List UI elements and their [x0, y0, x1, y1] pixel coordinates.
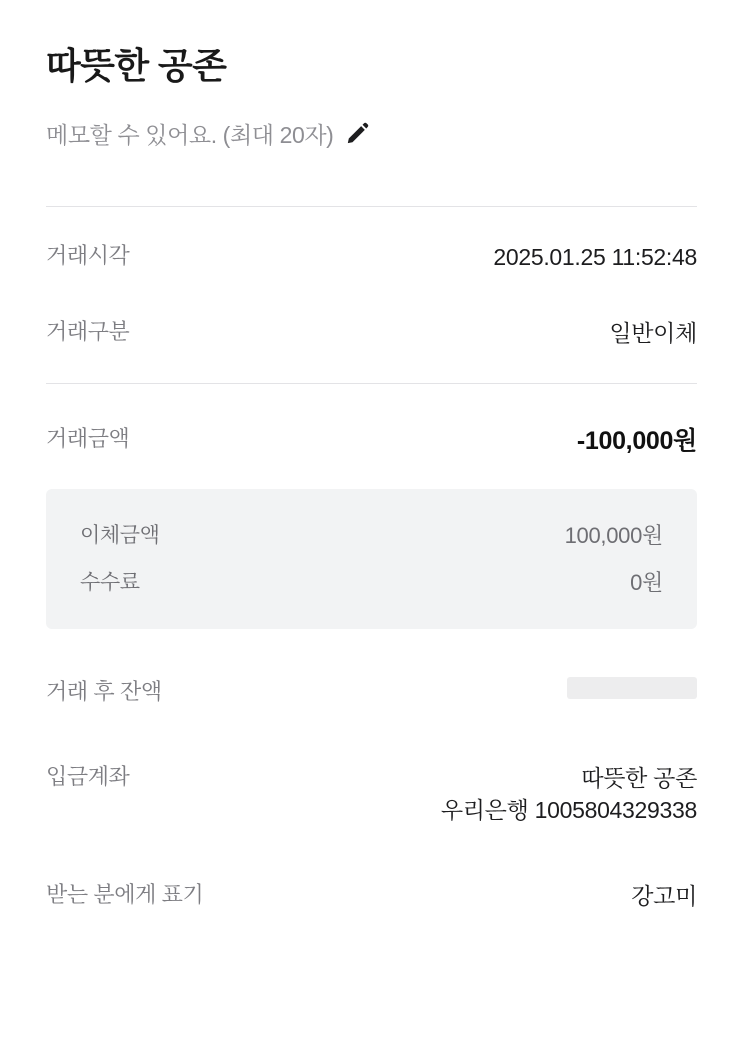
row-transaction-time	[46, 219, 697, 295]
row-label: 받는 분에게 표기	[46, 882, 204, 908]
breakdown-value: 0원	[630, 569, 663, 595]
breakdown-label: 이체금액	[80, 524, 160, 548]
row-label: 거래구분	[46, 318, 130, 344]
row-value-group	[441, 762, 697, 826]
deposit-account-name: 따뜻한 공존	[581, 764, 697, 791]
row-recipient-memo	[46, 858, 697, 934]
page-title: 따뜻한 공존	[46, 45, 227, 86]
transaction-meta-section	[46, 207, 697, 383]
row-value: -100,000원	[576, 426, 697, 455]
row-label: 입금계좌	[46, 763, 130, 789]
row-value: 일반이체	[609, 319, 697, 346]
balance-masked-value	[567, 677, 697, 699]
row-transaction-type	[46, 295, 697, 371]
memo-edit-row[interactable]	[46, 117, 697, 150]
breakdown-row-fee	[80, 558, 663, 605]
row-label: 거래 후 잔액	[46, 678, 162, 704]
amount-breakdown-box	[46, 489, 697, 629]
row-label: 거래시각	[46, 242, 130, 268]
row-deposit-account	[46, 740, 697, 848]
memo-placeholder-text: 메모할 수 있어요. (최대 20자)	[46, 121, 334, 148]
row-value: 2025.01.25 11:52:48	[493, 243, 697, 270]
transaction-amount-section	[46, 384, 697, 934]
pencil-icon[interactable]	[345, 120, 371, 146]
row-balance-after	[46, 655, 697, 730]
row-label: 거래금액	[46, 425, 130, 451]
breakdown-value: 100,000원	[564, 522, 663, 548]
breakdown-label: 수수료	[80, 571, 140, 595]
breakdown-row-transfer-amount	[80, 511, 663, 558]
row-value: 강고미	[631, 883, 697, 910]
header	[46, 0, 697, 150]
row-transaction-amount	[46, 402, 697, 481]
deposit-account-number: 우리은행 1005804329338	[440, 796, 697, 823]
